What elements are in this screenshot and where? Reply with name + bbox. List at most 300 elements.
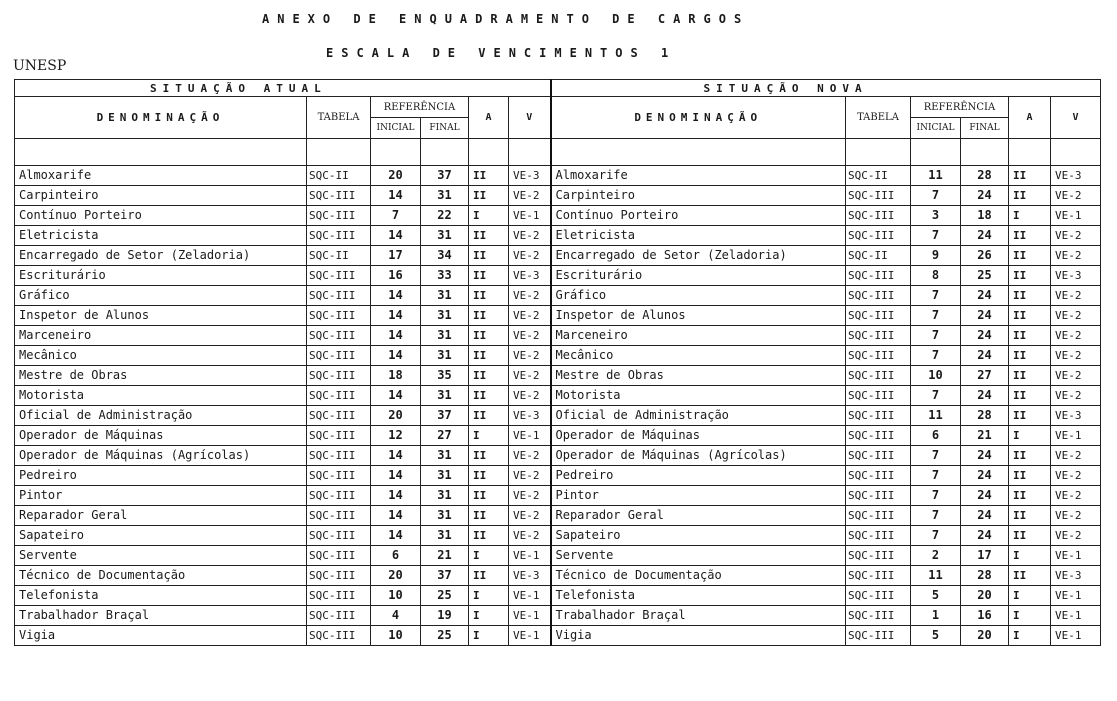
old-ref-final-cell: 31 [421,466,469,486]
new-a-cell: II [1009,366,1051,386]
new-v-cell: VE-1 [1051,586,1101,606]
old-a-cell: I [469,626,509,646]
new-ref-final-cell: 24 [961,346,1009,366]
table-row [15,226,1101,246]
old-a-cell: II [469,366,509,386]
new-a-cell: II [1009,526,1051,546]
old-ref-inicial-cell: 7 [371,206,421,226]
new-ref-inicial-cell: 7 [911,306,961,326]
new-tabela-cell: SQC-III [846,546,911,566]
new-job-title: Contínuo Porteiro [551,206,846,226]
old-tabela-cell: SQC-III [307,526,371,546]
col-v-old: V [509,97,551,139]
old-ref-inicial-cell: 18 [371,366,421,386]
new-tabela-cell: SQC-III [846,366,911,386]
new-ref-final-cell: 28 [961,406,1009,426]
old-tabela-cell: SQC-III [307,606,371,626]
table-row [15,406,1101,426]
new-tabela-cell: SQC-III [846,426,911,446]
old-ref-inicial-cell: 4 [371,606,421,626]
old-v-cell: VE-2 [509,306,551,326]
new-job-title: Motorista [551,386,846,406]
new-v-cell: VE-2 [1051,186,1101,206]
new-v-cell: VE-2 [1051,346,1101,366]
new-job-title: Mecânico [551,346,846,366]
old-tabela-cell: SQC-III [307,286,371,306]
old-tabela-cell: SQC-III [307,266,371,286]
new-job-title: Eletricista [551,226,846,246]
old-ref-final-cell: 31 [421,306,469,326]
new-ref-inicial-cell: 7 [911,446,961,466]
old-a-cell: II [469,346,509,366]
old-v-cell: VE-3 [509,266,551,286]
old-ref-inicial-cell: 14 [371,486,421,506]
old-tabela-cell: SQC-III [307,386,371,406]
new-a-cell: I [1009,426,1051,446]
old-ref-final-cell: 27 [421,426,469,446]
old-a-cell: II [469,406,509,426]
old-ref-final-cell: 25 [421,626,469,646]
new-v-cell: VE-2 [1051,386,1101,406]
col-a-old: A [469,97,509,139]
spacer-row [15,139,1101,166]
new-ref-inicial-cell: 9 [911,246,961,266]
new-v-cell: VE-2 [1051,366,1101,386]
old-job-title: Encarregado de Setor (Zeladoria) [15,246,307,266]
new-job-title: Reparador Geral [551,506,846,526]
old-v-cell: VE-2 [509,386,551,406]
new-v-cell: VE-1 [1051,606,1101,626]
new-a-cell: I [1009,546,1051,566]
new-ref-inicial-cell: 7 [911,486,961,506]
new-tabela-cell: SQC-III [846,606,911,626]
new-ref-inicial-cell: 11 [911,166,961,186]
old-job-title: Gráfico [15,286,307,306]
new-tabela-cell: SQC-III [846,386,911,406]
new-a-cell: II [1009,286,1051,306]
new-v-cell: VE-3 [1051,166,1101,186]
old-ref-inicial-cell: 6 [371,546,421,566]
old-a-cell: I [469,586,509,606]
old-a-cell: II [469,166,509,186]
old-ref-inicial-cell: 10 [371,586,421,606]
old-a-cell: II [469,286,509,306]
old-tabela-cell: SQC-III [307,506,371,526]
new-ref-final-cell: 24 [961,306,1009,326]
new-ref-final-cell: 24 [961,446,1009,466]
old-v-cell: VE-2 [509,226,551,246]
new-v-cell: VE-1 [1051,206,1101,226]
document-title: ANEXO DE ENQUADRAMENTO DE CARGOS [262,12,750,26]
new-job-title: Operador de Máquinas [551,426,846,446]
old-ref-final-cell: 31 [421,506,469,526]
table-row [15,566,1101,586]
new-tabela-cell: SQC-III [846,526,911,546]
new-ref-inicial-cell: 7 [911,386,961,406]
old-tabela-cell: SQC-III [307,466,371,486]
table-row [15,426,1101,446]
old-job-title: Reparador Geral [15,506,307,526]
table-row [15,166,1101,186]
new-ref-final-cell: 24 [961,186,1009,206]
old-ref-final-cell: 33 [421,266,469,286]
old-ref-inicial-cell: 14 [371,506,421,526]
new-tabela-cell: SQC-III [846,286,911,306]
old-ref-inicial-cell: 14 [371,326,421,346]
old-ref-final-cell: 35 [421,366,469,386]
new-tabela-cell: SQC-III [846,346,911,366]
old-v-cell: VE-1 [509,546,551,566]
new-a-cell: I [1009,206,1051,226]
table-row [15,526,1101,546]
new-tabela-cell: SQC-III [846,226,911,246]
new-v-cell: VE-2 [1051,306,1101,326]
new-job-title: Carpinteiro [551,186,846,206]
old-v-cell: VE-2 [509,246,551,266]
old-ref-inicial-cell: 20 [371,166,421,186]
new-ref-final-cell: 24 [961,226,1009,246]
new-tabela-cell: SQC-III [846,626,911,646]
old-a-cell: I [469,426,509,446]
old-ref-final-cell: 31 [421,526,469,546]
new-ref-inicial-cell: 7 [911,466,961,486]
old-ref-final-cell: 31 [421,486,469,506]
old-ref-inicial-cell: 14 [371,466,421,486]
old-a-cell: II [469,446,509,466]
old-job-title: Motorista [15,386,307,406]
old-a-cell: II [469,246,509,266]
old-ref-inicial-cell: 14 [371,526,421,546]
old-ref-inicial-cell: 12 [371,426,421,446]
old-v-cell: VE-1 [509,606,551,626]
old-tabela-cell: SQC-III [307,566,371,586]
old-v-cell: VE-2 [509,186,551,206]
old-ref-final-cell: 31 [421,186,469,206]
old-job-title: Sapateiro [15,526,307,546]
new-ref-final-cell: 20 [961,626,1009,646]
old-tabela-cell: SQC-III [307,586,371,606]
new-tabela-cell: SQC-III [846,446,911,466]
new-job-title: Vigia [551,626,846,646]
old-job-title: Oficial de Administração [15,406,307,426]
old-job-title: Inspetor de Alunos [15,306,307,326]
old-v-cell: VE-1 [509,586,551,606]
old-a-cell: II [469,526,509,546]
old-job-title: Trabalhador Braçal [15,606,307,626]
old-a-cell: II [469,186,509,206]
new-a-cell: II [1009,326,1051,346]
table-row [15,286,1101,306]
old-tabela-cell: SQC-III [307,406,371,426]
new-a-cell: II [1009,466,1051,486]
table-row [15,626,1101,646]
old-a-cell: II [469,566,509,586]
old-job-title: Telefonista [15,586,307,606]
new-v-cell: VE-1 [1051,426,1101,446]
new-ref-inicial-cell: 3 [911,206,961,226]
old-v-cell: VE-1 [509,626,551,646]
table-row [15,306,1101,326]
old-tabela-cell: SQC-III [307,366,371,386]
old-v-cell: VE-2 [509,466,551,486]
new-ref-inicial-cell: 7 [911,346,961,366]
new-v-cell: VE-2 [1051,526,1101,546]
old-v-cell: VE-1 [509,426,551,446]
new-ref-final-cell: 24 [961,286,1009,306]
new-a-cell: I [1009,626,1051,646]
new-ref-inicial-cell: 5 [911,626,961,646]
table-row [15,186,1101,206]
section-new: SITUAÇÃO NOVA [551,80,1101,97]
old-ref-final-cell: 37 [421,566,469,586]
old-tabela-cell: SQC-II [307,246,371,266]
table-row [15,206,1101,226]
new-tabela-cell: SQC-III [846,466,911,486]
old-job-title: Servente [15,546,307,566]
old-ref-inicial-cell: 10 [371,626,421,646]
old-ref-inicial-cell: 14 [371,306,421,326]
new-ref-final-cell: 24 [961,486,1009,506]
new-tabela-cell: SQC-III [846,266,911,286]
new-v-cell: VE-2 [1051,506,1101,526]
new-v-cell: VE-1 [1051,626,1101,646]
table-row [15,386,1101,406]
new-job-title: Encarregado de Setor (Zeladoria) [551,246,846,266]
new-a-cell: II [1009,226,1051,246]
old-ref-final-cell: 31 [421,346,469,366]
new-ref-final-cell: 20 [961,586,1009,606]
col-a-new: A [1009,97,1051,139]
old-v-cell: VE-3 [509,566,551,586]
new-a-cell: I [1009,586,1051,606]
table-row [15,486,1101,506]
new-ref-inicial-cell: 11 [911,566,961,586]
new-v-cell: VE-2 [1051,486,1101,506]
new-a-cell: II [1009,566,1051,586]
table-row [15,366,1101,386]
document-subtitle: ESCALA DE VENCIMENTOS 1 [326,46,677,60]
col-tabela-new: TABELA [846,97,911,139]
new-ref-final-cell: 18 [961,206,1009,226]
old-v-cell: VE-3 [509,406,551,426]
old-a-cell: II [469,266,509,286]
old-tabela-cell: SQC-II [307,166,371,186]
col-tabela-old: TABELA [307,97,371,139]
old-ref-final-cell: 31 [421,226,469,246]
new-tabela-cell: SQC-III [846,306,911,326]
col-inicial-old: INICIAL [371,118,421,139]
old-ref-inicial-cell: 20 [371,406,421,426]
new-ref-final-cell: 24 [961,506,1009,526]
salary-table [14,79,1101,646]
new-job-title: Trabalhador Braçal [551,606,846,626]
old-v-cell: VE-2 [509,446,551,466]
new-job-title: Telefonista [551,586,846,606]
old-tabela-cell: SQC-III [307,626,371,646]
new-job-title: Escriturário [551,266,846,286]
table-row [15,606,1101,626]
new-job-title: Mestre de Obras [551,366,846,386]
old-a-cell: II [469,386,509,406]
table-row [15,446,1101,466]
new-a-cell: II [1009,266,1051,286]
old-a-cell: II [469,326,509,346]
new-ref-inicial-cell: 11 [911,406,961,426]
old-ref-final-cell: 31 [421,446,469,466]
col-referencia-old: REFERÊNCIA [371,97,469,118]
new-a-cell: II [1009,166,1051,186]
new-ref-final-cell: 26 [961,246,1009,266]
old-v-cell: VE-2 [509,326,551,346]
table-row [15,546,1101,566]
col-denominacao-new: DENOMINAÇÃO [551,97,846,139]
new-tabela-cell: SQC-III [846,326,911,346]
old-v-cell: VE-2 [509,346,551,366]
old-tabela-cell: SQC-III [307,206,371,226]
new-job-title: Oficial de Administração [551,406,846,426]
col-final-old: FINAL [421,118,469,139]
col-v-new: V [1051,97,1101,139]
old-v-cell: VE-2 [509,526,551,546]
new-ref-inicial-cell: 7 [911,186,961,206]
new-v-cell: VE-2 [1051,286,1101,306]
new-a-cell: II [1009,506,1051,526]
old-ref-final-cell: 37 [421,166,469,186]
old-job-title: Vigia [15,626,307,646]
old-a-cell: I [469,546,509,566]
new-a-cell: II [1009,306,1051,326]
new-tabela-cell: SQC-II [846,166,911,186]
old-tabela-cell: SQC-III [307,346,371,366]
old-ref-final-cell: 22 [421,206,469,226]
new-ref-final-cell: 24 [961,466,1009,486]
col-denominacao-old: DENOMINAÇÃO [15,97,307,139]
old-ref-inicial-cell: 14 [371,286,421,306]
new-ref-inicial-cell: 5 [911,586,961,606]
new-job-title: Pedreiro [551,466,846,486]
old-a-cell: II [469,466,509,486]
old-job-title: Pedreiro [15,466,307,486]
new-tabela-cell: SQC-III [846,186,911,206]
old-ref-inicial-cell: 20 [371,566,421,586]
new-v-cell: VE-2 [1051,246,1101,266]
table-body [15,139,1101,646]
new-ref-final-cell: 28 [961,566,1009,586]
new-v-cell: VE-2 [1051,446,1101,466]
old-job-title: Técnico de Documentação [15,566,307,586]
new-job-title: Técnico de Documentação [551,566,846,586]
col-referencia-new: REFERÊNCIA [911,97,1009,118]
old-ref-inicial-cell: 14 [371,386,421,406]
old-tabela-cell: SQC-III [307,326,371,346]
new-tabela-cell: SQC-II [846,246,911,266]
new-job-title: Gráfico [551,286,846,306]
old-ref-final-cell: 25 [421,586,469,606]
old-v-cell: VE-3 [509,166,551,186]
old-v-cell: VE-2 [509,366,551,386]
new-tabela-cell: SQC-III [846,486,911,506]
new-ref-final-cell: 28 [961,166,1009,186]
old-ref-inicial-cell: 14 [371,186,421,206]
new-job-title: Inspetor de Alunos [551,306,846,326]
old-ref-inicial-cell: 17 [371,246,421,266]
old-v-cell: VE-2 [509,286,551,306]
old-a-cell: I [469,206,509,226]
table-row [15,586,1101,606]
new-a-cell: II [1009,486,1051,506]
new-ref-final-cell: 17 [961,546,1009,566]
new-ref-final-cell: 16 [961,606,1009,626]
old-v-cell: VE-2 [509,486,551,506]
new-a-cell: I [1009,606,1051,626]
new-a-cell: II [1009,386,1051,406]
old-ref-final-cell: 21 [421,546,469,566]
new-ref-inicial-cell: 7 [911,226,961,246]
old-job-title: Operador de Máquinas (Agrícolas) [15,446,307,466]
old-ref-inicial-cell: 14 [371,346,421,366]
table-row [15,466,1101,486]
old-ref-inicial-cell: 16 [371,266,421,286]
old-ref-final-cell: 34 [421,246,469,266]
new-ref-inicial-cell: 1 [911,606,961,626]
new-v-cell: VE-1 [1051,546,1101,566]
old-job-title: Pintor [15,486,307,506]
new-ref-inicial-cell: 8 [911,266,961,286]
new-ref-final-cell: 24 [961,386,1009,406]
old-job-title: Mecânico [15,346,307,366]
table-row [15,506,1101,526]
old-v-cell: VE-2 [509,506,551,526]
old-ref-final-cell: 31 [421,386,469,406]
new-job-title: Operador de Máquinas (Agrícolas) [551,446,846,466]
old-tabela-cell: SQC-III [307,546,371,566]
old-job-title: Eletricista [15,226,307,246]
old-job-title: Contínuo Porteiro [15,206,307,226]
new-job-title: Servente [551,546,846,566]
old-a-cell: II [469,506,509,526]
old-tabela-cell: SQC-III [307,446,371,466]
new-ref-inicial-cell: 6 [911,426,961,446]
new-job-title: Pintor [551,486,846,506]
new-tabela-cell: SQC-III [846,506,911,526]
old-tabela-cell: SQC-III [307,226,371,246]
old-tabela-cell: SQC-III [307,186,371,206]
old-v-cell: VE-1 [509,206,551,226]
old-ref-final-cell: 37 [421,406,469,426]
new-ref-inicial-cell: 10 [911,366,961,386]
org-name: UNESP [13,58,67,74]
new-tabela-cell: SQC-III [846,406,911,426]
old-job-title: Carpinteiro [15,186,307,206]
old-ref-final-cell: 19 [421,606,469,626]
old-job-title: Operador de Máquinas [15,426,307,446]
old-job-title: Almoxarife [15,166,307,186]
new-a-cell: II [1009,446,1051,466]
old-ref-inicial-cell: 14 [371,226,421,246]
new-ref-final-cell: 25 [961,266,1009,286]
new-job-title: Almoxarife [551,166,846,186]
new-tabela-cell: SQC-III [846,206,911,226]
new-a-cell: II [1009,246,1051,266]
old-a-cell: II [469,306,509,326]
new-ref-final-cell: 27 [961,366,1009,386]
old-job-title: Mestre de Obras [15,366,307,386]
col-inicial-new: INICIAL [911,118,961,139]
old-a-cell: II [469,486,509,506]
old-tabela-cell: SQC-III [307,426,371,446]
col-final-new: FINAL [961,118,1009,139]
new-ref-final-cell: 24 [961,326,1009,346]
